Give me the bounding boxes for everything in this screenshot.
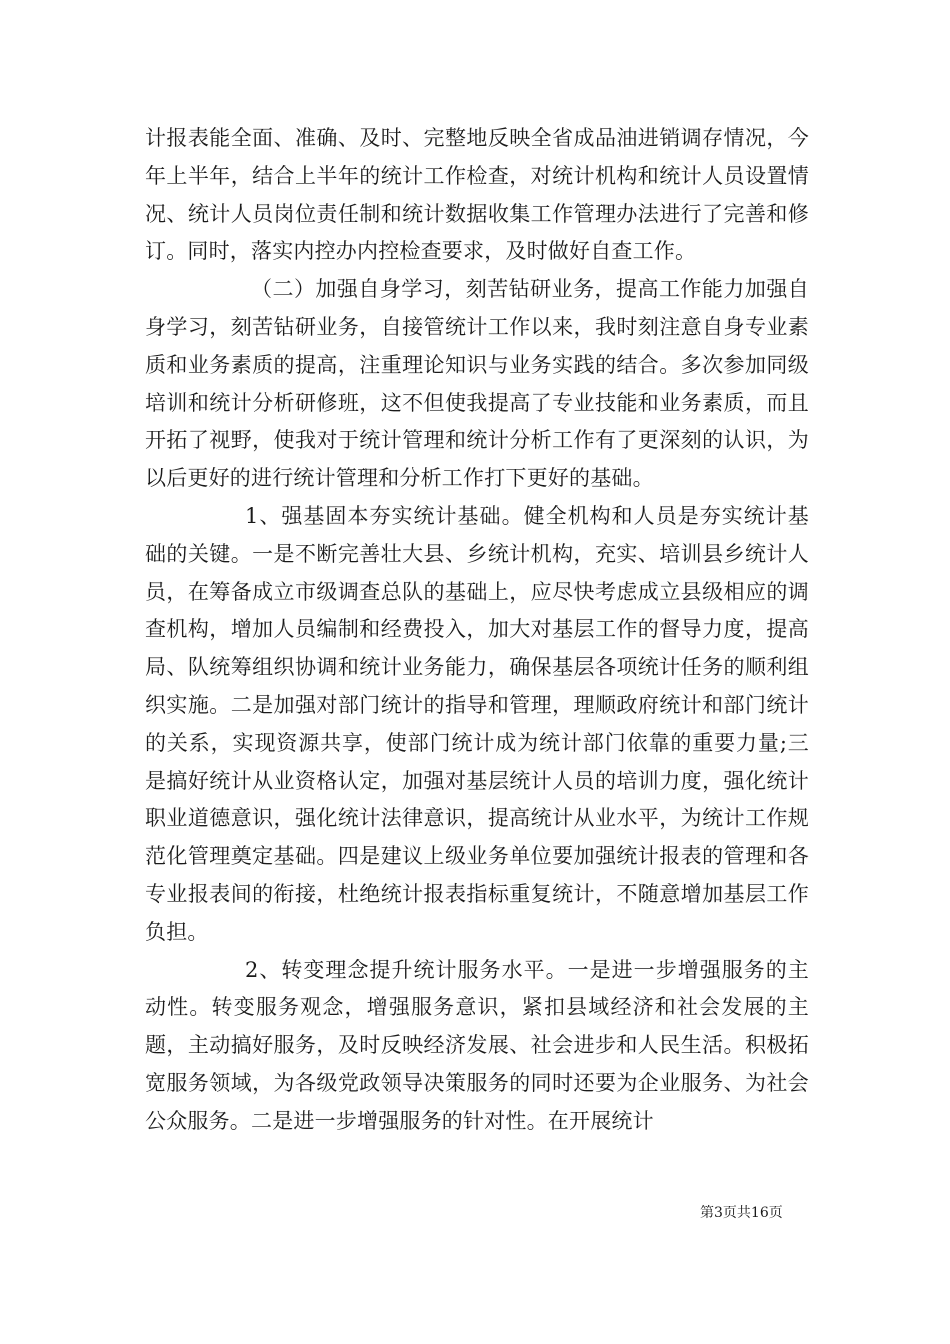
- paragraph-4: 2、转变理念提升统计服务水平。一是进一步增强服务的主动性。转变服务观念，增强服务意识，紧扣县域经济和社会发展的主题，主动搞好服务，及时反映经济发展、社会进步和人民生活。积极拓宽服务领域，为各级党政领导决策服务的同时还要为企业服务、为社会公众服务。二是进一步增强服务的针对性。在开展统计: [145, 957, 809, 1133]
- page-number-footer: 第3页共16页: [700, 1205, 783, 1221]
- paragraph-1: 计报表能全面、准确、及时、完整地反映全省成品油进销调存情况，今年上半年，结合上半年的统计工作检查，对统计机构和统计人员设置情况、统计人员岗位责任制和统计数据收集工作管理办法进行了完善和修订。同时，落实内控办内控检查要求，及时做好自查工作。: [145, 126, 809, 264]
- paragraph-2: （二）加强自身学习，刻苦钻研业务，提高工作能力加强自身学习，刻苦钻研业务，自接管统计工作以来，我时刻注意自身专业素质和业务素质的提高，注重理论知识与业务实践的结合。多次参加同级培训和统计分析研修班，这不但使我提高了专业技能和业务素质，而且开拓了视野，使我对于统计管理和统计分析工作有了更深刻的认识，为以后更好的进行统计管理和分析工作打下更好的基础。: [145, 277, 809, 491]
- paragraph-3: 1、强基固本夯实统计基础。健全机构和人员是夯实统计基础的关键。一是不断完善壮大县、乡统计机构，充实、培训县乡统计人员，在筹备成立市级调查总队的基础上，应尽快考虑成立县级相应的调查机构，增加人员编制和经费投入，加大对基层工作的督导力度，提高局、队统筹组织协调和统计业务能力，确保基层各项统计任务的顺利组织实施。二是加强对部门统计的指导和管理，理顺政府统计和部门统计的关系，实现资源共享，使部门统计成为统计部门依靠的重要力量;三是搞好统计从业资格认定，加强对基层统计人员的培训力度，强化统计职业道德意识，强化统计法律意识，提高统计从业水平，为统计工作规范化管理奠定基础。四是建议上级业务单位要加强统计报表的管理和各专业报表间的衔接，杜绝统计报表指标重复统计，不随意增加基层工作负担。: [145, 503, 809, 944]
- document-body: [145, 120, 809, 1141]
